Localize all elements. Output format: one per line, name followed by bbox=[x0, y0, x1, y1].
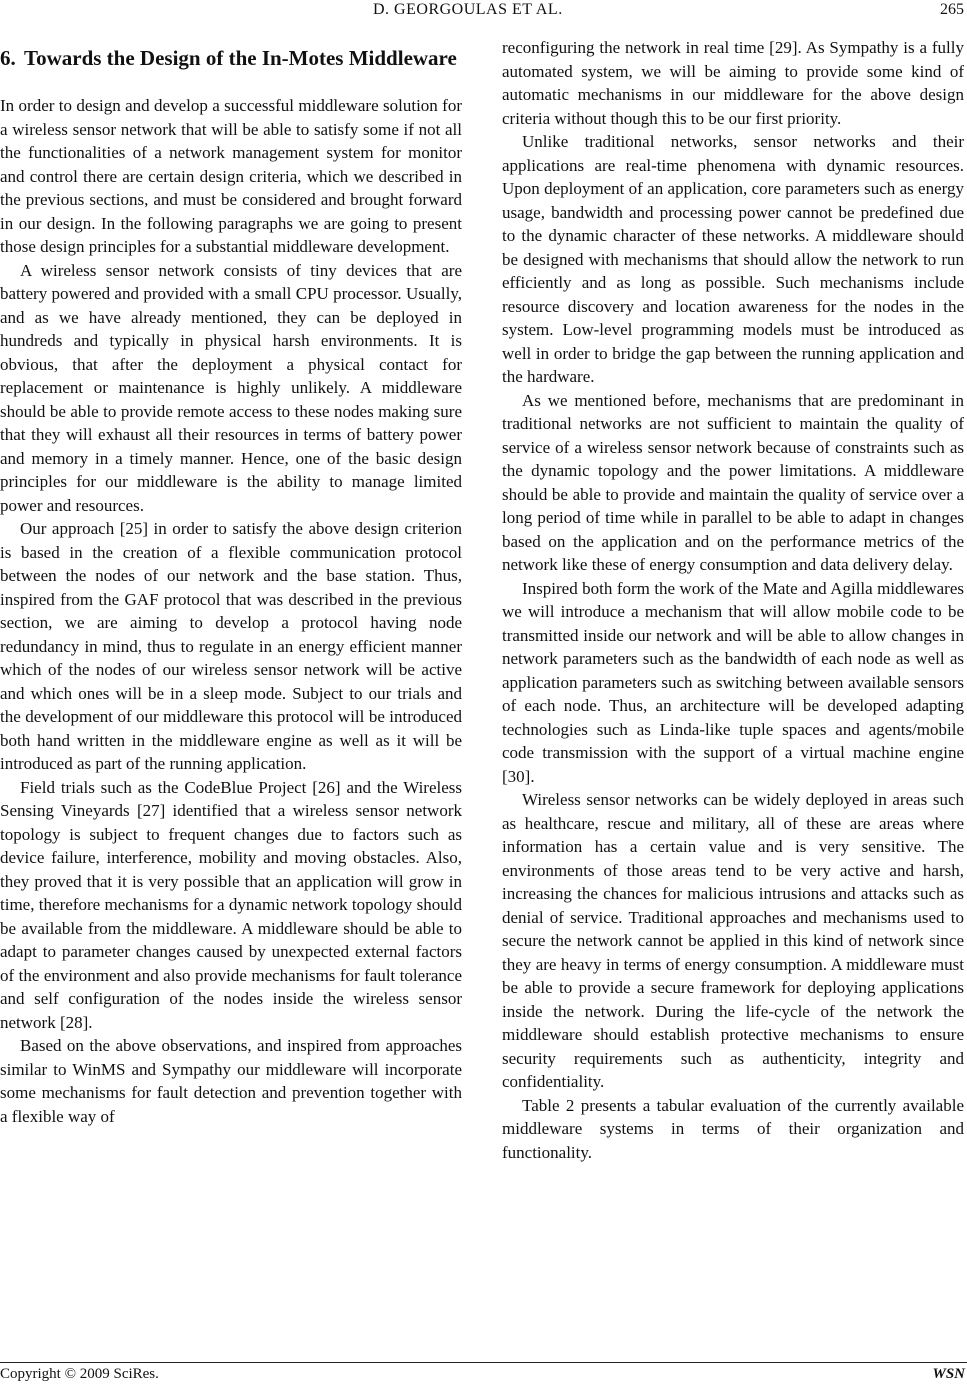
paragraph: Based on the above observations, and inspired from approaches similar to WinMS and Sympathy our middleware will incorporate some mechanisms for fault detection and prevention together with a flexible way of bbox=[0, 1036, 462, 1126]
paragraph: Field trials such as the CodeBlue Project [26] and the Wireless Sensing Vineyards [27] identified that a wireless sensor network topology is subject to frequent changes due to factors such as device failure, interference, mobility and moving obstacles. Also, they proved that it is very possible that an application will grow in time, therefore mechanisms for a dynamic network topology should be available from the middleware. A middleware should be able to adapt to parameter changes caused by unexpected external factors of the environment and also provide mechanisms for fault tolerance and self configuration of the nodes inside the wireless sensor network [28]. bbox=[0, 777, 462, 1032]
journal-abbreviation: WSN bbox=[932, 1366, 965, 1382]
page-number: 265 bbox=[940, 1, 964, 18]
section-heading bbox=[0, 44, 462, 73]
copyright-notice: Copyright © 2009 SciRes. bbox=[0, 1366, 159, 1382]
left-column bbox=[0, 36, 462, 1128]
page-header bbox=[0, 0, 967, 30]
paragraph: Our approach [25] in order to satisfy the above design criterion is based in the creation of a flexible communication protocol between the nodes of our network and the base station. Thus, inspired from the GAF protocol that was described in the previous section, we are aiming to develop a protocol having node redundancy in mind, thus to regulate in an energy efficient manner which of the nodes of our wireless sensor network will be active and which ones will be in a sleep mode. Subject to our trials and the development of our middleware this protocol will be introduced both hand written in the middleware engine as well as it will be introduced as part of the running application. bbox=[0, 519, 462, 773]
section-number: 6. bbox=[0, 46, 16, 70]
paragraph: Unlike traditional networks, sensor networks and their applications are real-time phenomena with dynamic resources. Upon deployment of an application, core parameters such as energy usage, bandwidth and processing power cannot be predefined due to the dynamic character of these networks. A middleware should be designed with mechanisms that should allow the network to run efficiently and as long as possible. Such mechanisms include resource discovery and location awareness for the nodes in the system. Low-level programming models must be introduced as well in order to bridge the gap between the running application and the hardware. bbox=[502, 132, 964, 386]
paragraph: In order to design and develop a successful middleware solution for a wireless sensor network that will be able to satisfy some if not all the functionalities of a network management system for monitor and control there are certain design criteria, which we described in the previous sections, and must be considered and brought forward in our design. In the following paragraphs we are going to present those design principles for a substantial middleware development. bbox=[0, 96, 462, 256]
running-title: D. GEORGOULAS ET AL. bbox=[373, 1, 563, 18]
paragraph: As we mentioned before, mechanisms that are predominant in traditional networks are not sufficient to maintain the quality of service of a wireless sensor network because of constraints such as the dynamic topology and the power limitations. A middleware should be able to provide and maintain the quality of service over a long period of time while in parallel to be able to adapt in changes based on the application and on the performance metrics of the network like these of energy consumption and data delivery delay. bbox=[502, 390, 964, 574]
paragraph: reconfiguring the network in real time [29]. As Sympathy is a fully automated system, we will be aiming to provide some kind of automatic mechanisms in our middleware for the above design criteria without though this to be our first priority. bbox=[502, 38, 964, 128]
footer-divider bbox=[0, 1362, 967, 1363]
page-footer bbox=[0, 1366, 967, 1386]
paragraph: Wireless sensor networks can be widely deployed in areas such as healthcare, rescue and military, all of these are areas where information has a certain value and is very sensitive. The environments of those areas tend to be very active and harsh, increasing the chances for malicious intrusions and attacks such as denial of service. Traditional approaches and mechanisms used to secure the network cannot be applied in this kind of network since they are heavy in terms of energy consumption. A middleware must be able to provide a secure framework for deploying applications inside the network. During the life-cycle of the network the middleware should establish protective mechanisms to ensure security requirements such as authenticity, integrity and confidentiality. bbox=[502, 790, 964, 1091]
right-column bbox=[502, 36, 964, 1164]
paragraph: Inspired both form the work of the Mate and Agilla middlewares we will introduce a mechanism that will allow mobile code to be transmitted inside our network and will be able to allow changes in network parameters such as the bandwidth of each node as well as application parameters such as switching between available sensors of each node. Thus, an architecture will be developed adapting technologies such as Linda-like tuple spaces and agents/mobile code transmission with the support of a virtual machine engine [30]. bbox=[502, 578, 964, 786]
paragraph: Table 2 presents a tabular evaluation of the currently available middleware systems in terms of their organization and functionality. bbox=[502, 1095, 964, 1162]
section-title: Towards the Design of the In-Motes Middleware bbox=[24, 46, 457, 70]
paragraph: A wireless sensor network consists of tiny devices that are battery powered and provided with a small CPU processor. Usually, and as we have already mentioned, they can be deployed in hundreds and typically in physical harsh environments. It is obvious, that after the deployment a physical contact for replacement or maintenance is highly unlikely. A middleware should be able to provide remote access to these nodes making sure that they will exhaust all their resources in terms of battery power and memory in a timely manner. Hence, one of the basic design principles for our middleware is the ability to manage limited power and resources. bbox=[0, 260, 462, 515]
